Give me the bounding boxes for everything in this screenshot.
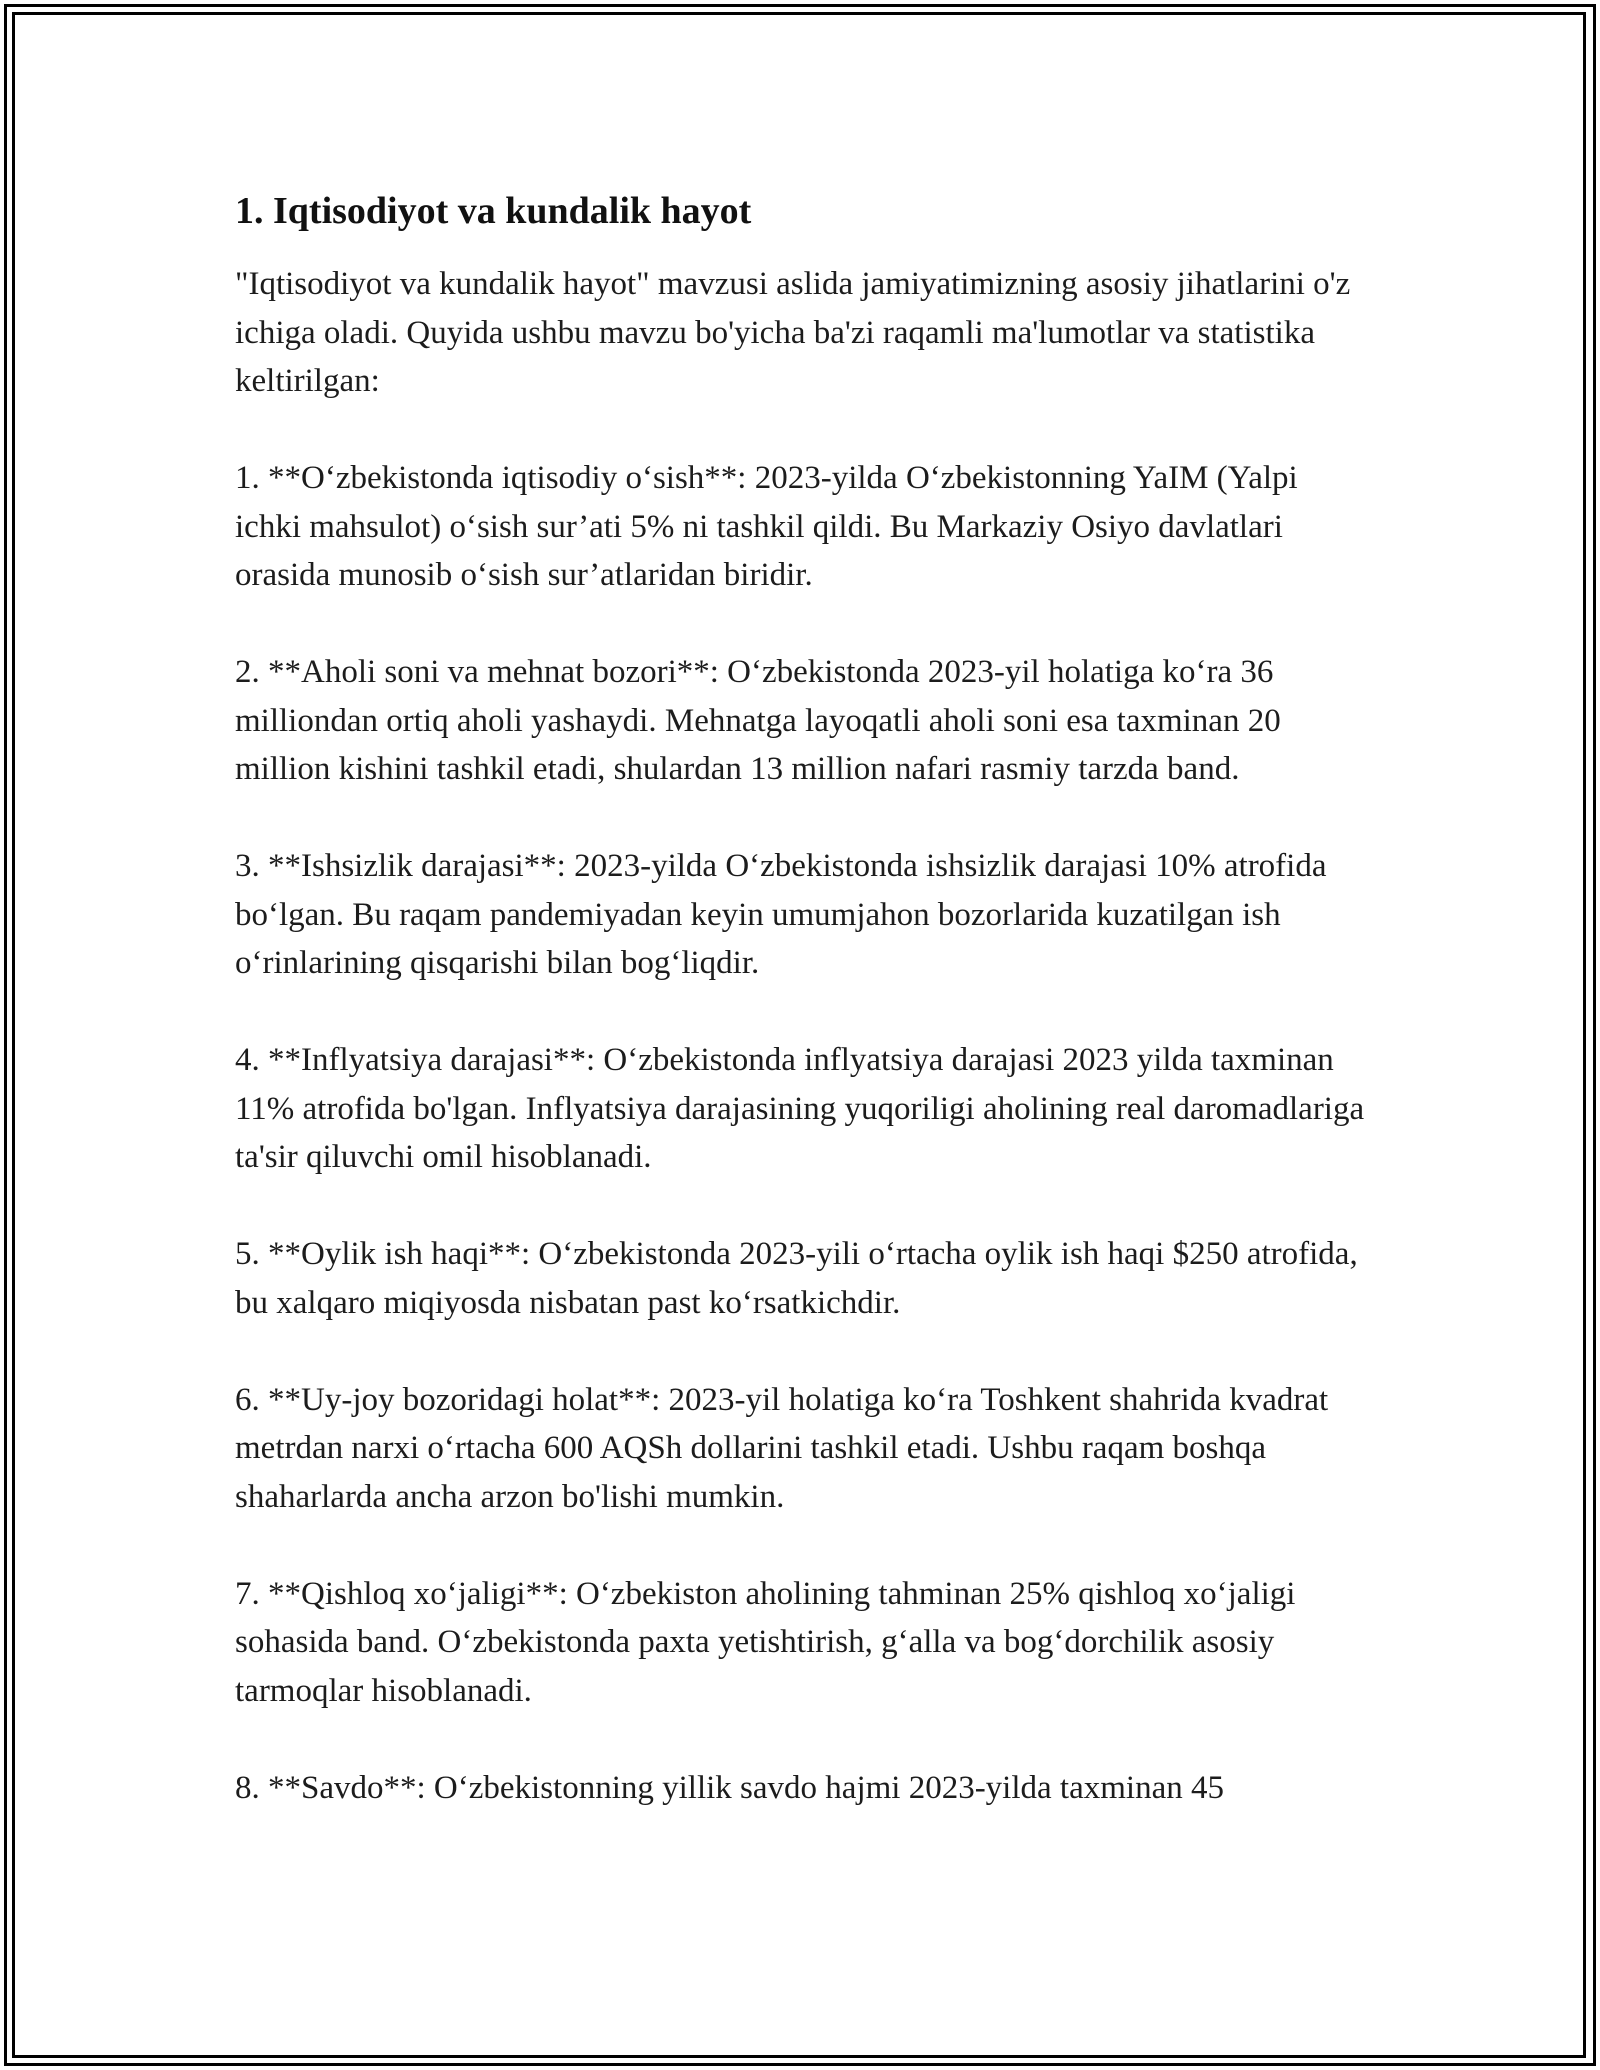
document-body [235, 186, 1365, 1861]
list-item-monthly-wage: 5. **Oylik ish haqi**: O‘zbekistonda 2023-yili o‘rtacha oylik ish haqi $250 atrofida, bu xalqaro miqiyosda nisbatan past ko‘rsatkichdir. [235, 1236, 1358, 1321]
list-item-trade: 8. **Savdo**: O‘zbekistonning yillik savdo hajmi 2023-yilda taxminan 45 [235, 1769, 1224, 1806]
list-item-population-labor: 2. **Aholi soni va mehnat bozori**: O‘zbekistonda 2023-yil holatiga ko‘ra 36 milliondan ortiq aholi yashaydi. Mehnatga layoqatli aholi soni esa taxminan 20 million kishini tashkil etadi, shulardan 13 million nafari rasmiy tarzda band. [235, 654, 1281, 787]
list-item-economic-growth: 1. **O‘zbekistonda iqtisodiy o‘sish**: 2023-yilda O‘zbekistonning YaIM (Yalpi ichki mahsulot) o‘sish sur’ati 5% ni tashkil qildi. Bu Markaziy Osiyo davlatlari orasida munosib o‘sish sur’atlaridan biridir. [235, 460, 1298, 593]
list-item-agriculture: 7. **Qishloq xo‘jaligi**: O‘zbekiston aholining tahminan 25% qishloq xo‘jaligi sohasida band. O‘zbekistonda paxta yetishtirish, g‘alla va bog‘dorchilik asosiy tarmoqlar hisoblanadi. [235, 1575, 1296, 1709]
list-item-inflation: 4. **Inflyatsiya darajasi**: O‘zbekistonda inflyatsiya darajasi 2023 yilda taxminan 11% atrofida bo'lgan. Inflyatsiya darajasining yuqoriligi aholining real daromadlariga ta'sir qiluvchi omil hisoblanadi. [235, 1042, 1365, 1175]
intro-paragraph: "Iqtisodiyot va kundalik hayot" mavzusi aslida jamiyatimizning asosiy jihatlarini o'z ichiga oladi. Quyida ushbu mavzu bo'yicha ba'zi raqamli ma'lumotlar va statistika keltirilgan: [235, 266, 1351, 399]
list-item-unemployment: 3. **Ishsizlik darajasi**: 2023-yilda O‘zbekistonda ishsizlik darajasi 10% atrofida bo‘lgan. Bu raqam pandemiyadan keyin umumjahon bozorlarida kuzatilgan ish o‘rinlarining qisqarishi bilan bog‘liqdir. [235, 848, 1327, 981]
section-heading: 1. Iqtisodiyot va kundalik hayot [235, 190, 752, 232]
list-item-housing-market: 6. **Uy-joy bozoridagi holat**: 2023-yil holatiga ko‘ra Toshkent shahrida kvadrat metrdan narxi o‘rtacha 600 AQSh dollarini tashkil etadi. Ushbu raqam boshqa shaharlarda ancha arzon bo'lishi mumkin. [235, 1381, 1329, 1515]
